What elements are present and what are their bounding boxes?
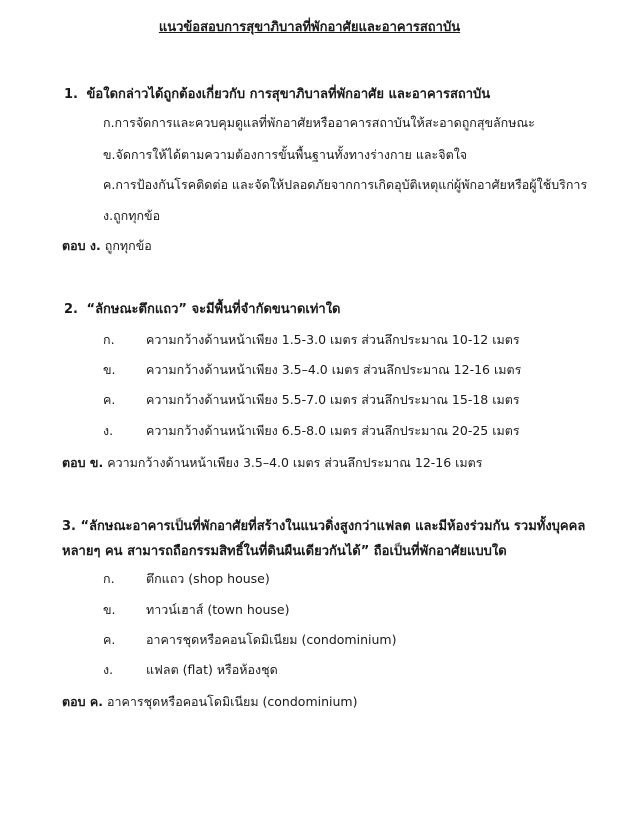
answer-text: ถูกทุกข้อ bbox=[104, 238, 152, 253]
option-letter: ง. bbox=[103, 208, 114, 223]
option-letter: ง. bbox=[103, 423, 114, 438]
question-1-option-a bbox=[103, 113, 535, 133]
option-text: ถูกทุกข้อ bbox=[113, 208, 161, 223]
question-2-option-c bbox=[0, 390, 619, 408]
question-1-option-c bbox=[103, 175, 587, 195]
option-text: ตึกแถว (shop house) bbox=[146, 571, 270, 586]
option-text: อาคารชุดหรือคอนโดมิเนียม (condominium) bbox=[146, 632, 397, 647]
answer-text: อาคารชุดหรือคอนโดมิเนียม (condominium) bbox=[107, 694, 358, 709]
option-text: ความกว้างด้านหน้าเพียง 6.5-8.0 เมตร ส่วนลึกประมาณ 20-25 เมตร bbox=[146, 423, 520, 438]
option-text: ความกว้างด้านหน้าเพียง 3.5–4.0 เมตร ส่วนลึกประมาณ 12-16 เมตร bbox=[146, 362, 522, 377]
option-letter: ก. bbox=[103, 332, 115, 347]
question-text: ข้อใดกล่าวได้ถูกต้องเกี่ยวกับ การสุขาภิบาลที่พักอาศัย และอาคารสถาบัน bbox=[86, 87, 491, 102]
question-2-option-b bbox=[0, 360, 619, 378]
question-3-option-d bbox=[0, 660, 619, 678]
option-letter: ข. bbox=[103, 147, 116, 162]
option-text: ความกว้างด้านหน้าเพียง 1.5-3.0 เมตร ส่วนลึกประมาณ 10-12 เมตร bbox=[146, 332, 520, 347]
answer-label: ตอบ ค. bbox=[62, 694, 104, 709]
question-2-option-a bbox=[0, 330, 619, 348]
question-1-option-b bbox=[103, 145, 467, 165]
question-number: 3. bbox=[62, 519, 76, 534]
option-text: ทาวน์เฮาส์ (town house) bbox=[146, 602, 290, 617]
option-letter: ข. bbox=[103, 602, 116, 617]
option-text: จัดการให้ได้ตามความต้องการขั้นพื้นฐานทั้งทางร่างกาย และจิตใจ bbox=[115, 147, 468, 162]
option-letter: ข. bbox=[103, 362, 116, 377]
question-3-option-c bbox=[0, 630, 619, 648]
question-text-line-1: “ลักษณะอาคารเป็นที่พักอาศัยที่สร้างในแนวดิ่งสูงกว่าแฟลต และมีห้องร่วมกัน รวมทั้งบุคคล bbox=[80, 519, 586, 534]
answer-label: ตอบ ง. bbox=[62, 238, 101, 253]
question-1-answer bbox=[62, 236, 152, 256]
question-3-option-a bbox=[0, 569, 619, 587]
question-2-heading bbox=[64, 298, 341, 319]
option-letter: ค. bbox=[103, 177, 116, 192]
question-3-option-b bbox=[0, 600, 619, 618]
question-1-option-d bbox=[103, 206, 160, 226]
option-letter: ค. bbox=[103, 392, 116, 407]
question-2-answer bbox=[62, 453, 483, 473]
option-letter: ก. bbox=[103, 115, 115, 130]
option-letter: ค. bbox=[103, 632, 116, 647]
question-number: 1. bbox=[64, 87, 78, 102]
question-1-heading bbox=[64, 83, 490, 104]
question-3-heading-line-2 bbox=[62, 540, 507, 561]
option-letter: ก. bbox=[103, 571, 115, 586]
question-3-answer bbox=[62, 692, 357, 712]
question-number: 2. bbox=[64, 302, 78, 317]
option-text: แฟลต (flat) หรือห้องชุด bbox=[146, 662, 278, 677]
question-3-heading bbox=[62, 515, 585, 536]
question-text: “ลักษณะตึกแถว” จะมีพื้นที่จำกัดขนาดเท่าใด bbox=[86, 302, 341, 317]
option-text: ความกว้างด้านหน้าเพียง 5.5-7.0 เมตร ส่วนลึกประมาณ 15-18 เมตร bbox=[146, 392, 520, 407]
option-text: การป้องกันโรคติดต่อ และจัดให้ปลอดภัยจากการเกิดอุบัติเหตุแก่ผู้พักอาศัยหรือผู้ใช้บริการ bbox=[115, 177, 588, 192]
answer-text: ความกว้างด้านหน้าเพียง 3.5–4.0 เมตร ส่วนลึกประมาณ 12-16 เมตร bbox=[107, 455, 483, 470]
answer-label: ตอบ ข. bbox=[62, 455, 104, 470]
option-text: การจัดการและควบคุมดูแลที่พักอาศัยหรืออาคารสถาบันให้สะอาดถูกสุขลักษณะ bbox=[114, 115, 535, 130]
option-letter: ง. bbox=[103, 662, 114, 677]
question-2-option-d bbox=[0, 421, 619, 439]
document-title: แนวข้อสอบการสุขาภิบาลที่พักอาศัยและอาคารสถาบัน bbox=[158, 20, 461, 35]
question-text-line-2: หลายๆ คน สามารถถือกรรมสิทธิ์ในที่ดินผืนเดียวกันได้” ถือเป็นที่พักอาศัยแบบใด bbox=[62, 544, 507, 559]
